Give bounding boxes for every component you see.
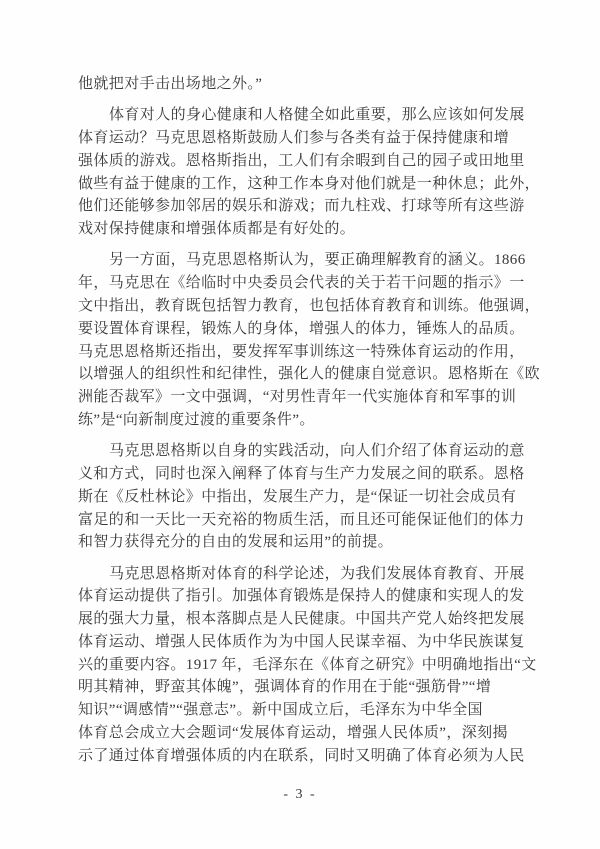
text-line: 示了通过体育增强体质的内在联系，同时又明确了体育必须为人民 xyxy=(78,747,525,764)
text-line: 强体质的游戏。恩格斯指出，工人们有余暇到自己的园子或田地里 xyxy=(78,152,525,169)
paragraph xyxy=(78,563,537,768)
text-line: 做些有益于健康的工作，这种工作本身对他们就是一种休息；此外， xyxy=(78,175,541,192)
text-line: 知识”“调感情”“强意志”。新中国成立后，毛泽东为中华全国 xyxy=(78,702,483,719)
text-line: 体育运动提供了指引。加强体育锻炼是保持人的健康和实现人的发 xyxy=(78,588,525,605)
text-line: 和智力获得充分的自由的发展和运用”的前提。 xyxy=(78,534,394,551)
text-line: 马克思恩格斯以自身的实践活动，向人们介绍了体育运动的意 xyxy=(109,443,525,460)
text-line: 年，马克思在《给临时中央委员会代表的关于若干问题的指示》一 xyxy=(78,275,525,292)
page-number: - 3 - xyxy=(283,787,317,802)
text-line: 义和方式，同时也深入阐释了体育与生产力发展之间的联系。恩格 xyxy=(78,465,525,482)
text-line: 戏对保持健康和增强体质都是有好处的。 xyxy=(78,221,356,238)
text-line: 明其精神，野蛮其体魄”，强调体育的作用在于能“强筋骨”“增 xyxy=(78,679,492,696)
text-line: 体育运动、增强人民体质作为为中国人民谋幸福、为中华民族谋复 xyxy=(78,633,525,650)
text-line: 他就把对手击出场地之外。” xyxy=(78,76,263,92)
paragraph xyxy=(78,73,526,96)
text-line: 体育运动？马克思恩格斯鼓励人们参与各类有益于保持健康和增 xyxy=(78,129,510,146)
text-line: 展的强大力量，根本落脚点是人民健康。中国共产党人始终把发展 xyxy=(78,611,525,628)
text-line: 体育对人的身心健康和人格健全如此重要，那么应该如何发展 xyxy=(109,107,525,124)
text-line: 斯在《反杜林论》中指出，发展生产力，是“保证一切社会成员有 xyxy=(78,488,517,505)
text-line: 以增强人的组织性和纪律性，强化人的健康自觉意识。恩格斯在《欧 xyxy=(78,366,541,383)
text-line: 文中指出，教育既包括智力教育，也包括体育教育和训练。他强调， xyxy=(78,297,541,314)
text-line: 练”是“向新制度过渡的重要条件”。 xyxy=(78,411,315,428)
paragraph xyxy=(78,104,541,241)
paragraph xyxy=(78,249,541,431)
text-line: 马克思恩格斯对体育的科学论述，为我们发展体育教育、开展 xyxy=(109,565,525,582)
text-line: 马克思恩格斯还指出，要发挥军事训练这一特殊体育运动的作用， xyxy=(78,343,525,360)
text-line: 他们还能够参加邻居的娱乐和游戏；而九柱戏、打球等所有这些游 xyxy=(78,198,525,215)
text-line: 体育总会成立大会题词“发展体育运动，增强人民体质”，深刻揭 xyxy=(78,725,508,742)
text-line: 洲能否裁军》一文中强调，“对男性青年一代实施体育和军事的训 xyxy=(78,389,517,406)
text-line: 兴的重要内容。1917 年，毛泽东在《体育之研究》中明确地指出“文 xyxy=(78,656,537,673)
paragraph xyxy=(78,440,526,554)
text-line: 富足的和一天比一天充裕的物质生活，而且还可能保证他们的体力 xyxy=(78,511,525,528)
text-line: 要设置体育课程，锻炼人的身体，增强人的体力，锤炼人的品质。 xyxy=(78,320,525,337)
text-line: 另一方面，马克思恩格斯认为，要正确理解教育的涵义。1866 xyxy=(109,252,526,269)
text-body xyxy=(78,73,541,768)
